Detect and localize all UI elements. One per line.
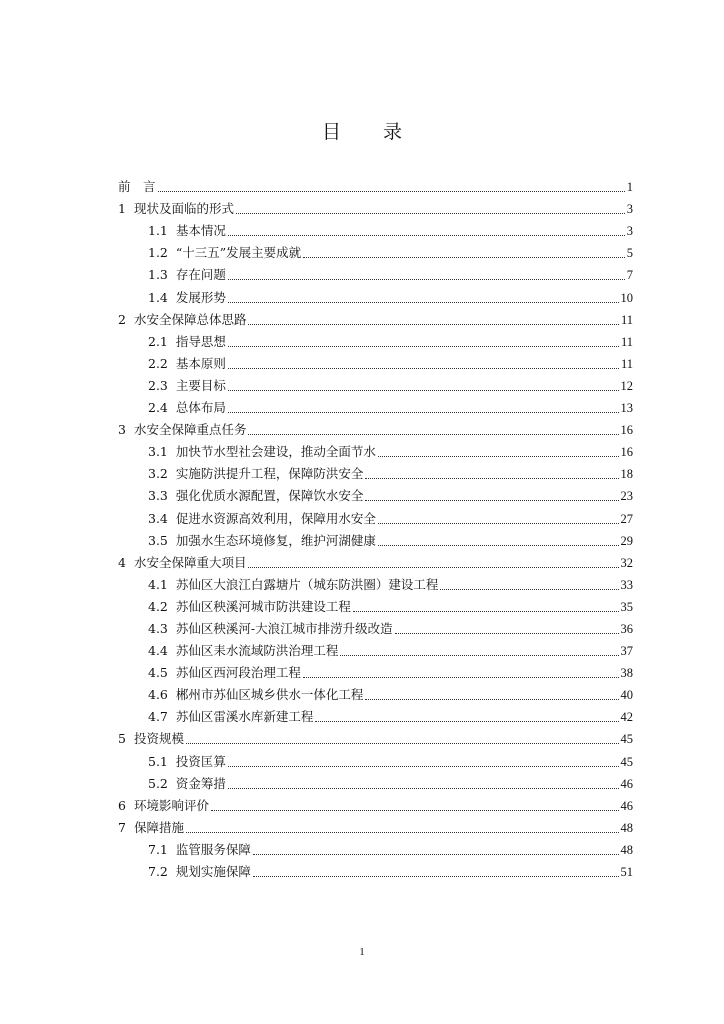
toc-entry-page: 46 xyxy=(620,776,633,791)
toc-entry-heading xyxy=(148,533,376,549)
toc-entry-page: 3 xyxy=(626,224,633,239)
toc-entry-heading xyxy=(118,312,246,328)
toc-entry-heading xyxy=(148,687,363,703)
toc-entry-heading xyxy=(118,201,234,217)
toc-entry-heading xyxy=(118,820,184,836)
toc-entry-page: 1 xyxy=(626,180,633,195)
toc-entry-number: 4 xyxy=(118,554,126,570)
dot-leader xyxy=(353,610,619,612)
toc-entry-text: 发展形势 xyxy=(175,289,226,305)
toc-entry-page: 7 xyxy=(626,268,633,283)
toc-entry[interactable] xyxy=(118,703,633,725)
toc-entry[interactable] xyxy=(118,747,633,769)
toc-entry-number: 4.5 xyxy=(148,665,168,681)
toc-entry-heading xyxy=(148,334,226,350)
dot-leader xyxy=(253,875,619,877)
toc-entry-heading xyxy=(118,731,184,747)
dot-leader xyxy=(378,544,619,546)
toc-entry-text: 投资规模 xyxy=(133,731,184,747)
toc-entry-page: 29 xyxy=(620,533,633,548)
dot-leader xyxy=(228,301,619,303)
toc-entry[interactable] xyxy=(118,504,633,526)
toc-entry-number: 7 xyxy=(118,819,126,835)
toc-entry-page: 36 xyxy=(620,621,633,636)
dot-leader xyxy=(186,742,619,744)
dot-leader xyxy=(228,367,619,369)
toc-entry-heading xyxy=(148,665,301,681)
toc-entry-heading xyxy=(118,179,156,195)
dot-leader xyxy=(158,190,625,192)
toc-entry-number: 7.2 xyxy=(148,864,168,879)
toc-entry-text: 资金筹措 xyxy=(175,775,226,791)
toc-entry[interactable] xyxy=(118,681,633,703)
toc-entry-heading xyxy=(148,444,376,460)
dot-leader xyxy=(248,433,618,435)
toc-entry-page: 45 xyxy=(620,732,633,747)
dot-leader xyxy=(228,345,619,347)
toc-entry-text: 水安全保障重大项目 xyxy=(133,554,247,570)
toc-entry-number: 4.3 xyxy=(148,620,168,636)
dot-leader xyxy=(365,477,618,479)
dot-leader xyxy=(228,411,619,413)
toc-entry-heading xyxy=(148,776,226,792)
toc-entry-heading xyxy=(148,754,226,770)
toc-entry[interactable] xyxy=(118,350,633,372)
dot-leader xyxy=(253,853,619,855)
toc-entry-heading xyxy=(148,488,363,504)
toc-entry[interactable] xyxy=(118,792,633,814)
toc-entry[interactable] xyxy=(118,615,633,637)
toc-entry-number: 4.4 xyxy=(148,643,168,659)
dot-leader xyxy=(365,698,618,700)
toc-entry-text: 苏仙区耒水流域防洪治理工程 xyxy=(175,643,339,659)
toc-entry-number: 3.2 xyxy=(148,466,168,482)
toc-entry-number: 5.2 xyxy=(148,775,168,791)
dot-leader xyxy=(228,389,619,391)
toc-entry-text: 投资匡算 xyxy=(175,753,226,769)
toc-entry-text: 苏仙区雷溪水库新建工程 xyxy=(175,709,314,725)
dot-leader xyxy=(340,654,618,656)
toc-entry-number: 3.4 xyxy=(148,510,168,526)
toc-entry-number: 4.7 xyxy=(148,709,168,725)
toc-entry[interactable] xyxy=(118,195,633,217)
toc-entry-number: 5 xyxy=(118,731,126,747)
toc-entry[interactable] xyxy=(118,858,633,880)
toc-entry-number: 1.4 xyxy=(148,289,168,305)
toc-entry-text: 规划实施保障 xyxy=(175,864,251,879)
dot-leader xyxy=(303,676,619,678)
toc-entry-number: 2.3 xyxy=(148,377,168,393)
toc-entry-heading xyxy=(148,709,313,725)
toc-entry-page: 45 xyxy=(620,754,633,769)
dot-leader xyxy=(228,765,619,767)
toc-entry-text: 水安全保障总体思路 xyxy=(133,311,247,327)
dot-leader xyxy=(211,809,619,811)
dot-leader xyxy=(365,499,618,501)
toc-entry[interactable] xyxy=(118,593,633,615)
toc-entry-number: 1 xyxy=(118,201,126,217)
toc-entry-text: 环境影响评价 xyxy=(133,797,209,813)
toc-entry-page: 46 xyxy=(620,798,633,813)
toc-entry-page: 12 xyxy=(620,378,633,393)
toc-entry-text: 郴州市苏仙区城乡供水一体化工程 xyxy=(175,687,364,703)
page-number: 1 xyxy=(359,946,365,958)
toc-entry-number: 4.2 xyxy=(148,598,168,614)
toc-entry-heading xyxy=(148,599,351,615)
dot-leader xyxy=(228,787,619,789)
dot-leader xyxy=(395,632,619,634)
toc-list xyxy=(118,173,633,880)
toc-entry[interactable] xyxy=(118,460,633,482)
toc-entry[interactable] xyxy=(118,217,633,239)
dot-leader xyxy=(315,720,618,722)
toc-entry[interactable] xyxy=(118,814,633,836)
dot-leader xyxy=(228,278,625,280)
toc-entry-page: 18 xyxy=(620,467,633,482)
toc-entry-heading xyxy=(148,643,338,659)
dot-leader xyxy=(236,212,625,214)
toc-entry-heading xyxy=(148,290,226,306)
toc-entry-number: 5.1 xyxy=(148,753,168,769)
toc-entry[interactable] xyxy=(118,637,633,659)
toc-entry-number: 7.1 xyxy=(148,841,168,857)
toc-entry-text: 苏仙区大浪江白露塘片（城东防洪圈）建设工程 xyxy=(175,576,439,592)
toc-entry-page: 51 xyxy=(620,865,633,879)
toc-title: 目 录 xyxy=(321,121,421,143)
toc-entry-text: 实施防洪提升工程，保障防洪安全 xyxy=(175,466,364,482)
toc-entry[interactable] xyxy=(118,416,633,438)
toc-entry[interactable] xyxy=(118,328,633,350)
toc-entry-text: 监管服务保障 xyxy=(175,841,251,857)
toc-entry-page: 37 xyxy=(620,644,633,659)
toc-entry-text: 存在问题 xyxy=(175,267,226,283)
toc-entry-page: 13 xyxy=(620,401,633,416)
toc-entry-page: 10 xyxy=(620,290,633,305)
toc-entry-number: 2.2 xyxy=(148,355,168,371)
toc-entry[interactable] xyxy=(118,173,633,195)
toc-entry-text: 前 言 xyxy=(118,179,156,195)
toc-entry-number: 4.6 xyxy=(148,687,168,703)
toc-entry-text: 总体布局 xyxy=(175,400,226,416)
dot-leader xyxy=(378,522,619,524)
toc-entry[interactable] xyxy=(118,836,633,858)
toc-entry-page: 16 xyxy=(620,445,633,460)
toc-entry-heading xyxy=(148,245,301,261)
toc-entry-heading xyxy=(148,621,393,637)
toc-entry-number: 4.1 xyxy=(148,576,168,592)
dot-leader xyxy=(440,588,618,590)
toc-entry-number: 1.1 xyxy=(148,223,168,239)
toc-entry-text: 指导思想 xyxy=(175,333,226,349)
toc-entry-page: 48 xyxy=(620,842,633,857)
toc-entry-page: 23 xyxy=(620,489,633,504)
toc-entry-text: 苏仙区秧溪河-大浪江城市排涝升级改造 xyxy=(175,620,393,636)
toc-entry-page: 38 xyxy=(620,666,633,681)
toc-entry-heading xyxy=(148,466,363,482)
toc-entry-number: 3.3 xyxy=(148,488,168,504)
toc-entry-page: 11 xyxy=(620,356,633,371)
toc-entry-text: 水安全保障重点任务 xyxy=(133,422,247,438)
toc-entry-number: 2 xyxy=(118,311,126,327)
toc-entry[interactable] xyxy=(118,527,633,549)
toc-entry-heading xyxy=(148,356,226,372)
toc-entry-page: 11 xyxy=(620,312,633,327)
toc-entry-number: 2.4 xyxy=(148,400,168,416)
toc-entry[interactable] xyxy=(118,306,633,328)
toc-entry-number: 2.1 xyxy=(148,333,168,349)
toc-entry-text: 主要目标 xyxy=(175,377,226,393)
toc-entry-text: 加强水生态环境修复，维护河湖健康 xyxy=(175,532,376,548)
toc-entry-page: 3 xyxy=(626,202,633,217)
toc-entry-text: 苏仙区西河段治理工程 xyxy=(175,665,301,681)
toc-entry[interactable] xyxy=(118,394,633,416)
toc-entry-heading xyxy=(148,511,376,527)
toc-entry-number: 3 xyxy=(118,422,126,438)
toc-entry[interactable] xyxy=(118,239,633,261)
toc-entry-page: 5 xyxy=(626,246,633,261)
dot-leader xyxy=(378,455,619,457)
toc-entry[interactable] xyxy=(118,725,633,747)
toc-entry-heading xyxy=(148,842,251,858)
toc-entry-page: 42 xyxy=(620,710,633,725)
toc-entry-heading xyxy=(148,577,438,593)
toc-entry[interactable] xyxy=(118,482,633,504)
toc-entry-number: 1.2 xyxy=(148,245,168,261)
toc-entry-heading xyxy=(148,378,226,394)
toc-entry-number: 3.1 xyxy=(148,444,168,460)
toc-entry-number: 3.5 xyxy=(148,532,168,548)
toc-entry-number: 6 xyxy=(118,797,126,813)
toc-entry-page: 35 xyxy=(620,599,633,614)
toc-entry-page: 11 xyxy=(620,334,633,349)
toc-entry[interactable] xyxy=(118,770,633,792)
toc-entry[interactable] xyxy=(118,571,633,593)
toc-entry-text: 加快节水型社会建设，推动全面节水 xyxy=(175,444,376,460)
toc-entry-number: 1.3 xyxy=(148,267,168,283)
dot-leader xyxy=(248,566,618,568)
dot-leader xyxy=(186,831,619,833)
toc-entry-heading xyxy=(148,267,226,283)
toc-entry-text: 强化优质水源配置，保障饮水安全 xyxy=(175,488,364,504)
toc-entry[interactable] xyxy=(118,438,633,460)
toc-entry-page: 48 xyxy=(620,820,633,835)
toc-entry-heading xyxy=(118,798,209,814)
toc-entry-heading xyxy=(118,555,246,571)
toc-entry[interactable] xyxy=(118,261,633,283)
toc-entry-text: “十三五”发展主要成就 xyxy=(175,245,302,261)
dot-leader xyxy=(303,256,625,258)
toc-entry-page: 27 xyxy=(620,511,633,526)
toc-entry-text: 基本情况 xyxy=(175,223,226,239)
toc-entry[interactable] xyxy=(118,372,633,394)
toc-entry-heading xyxy=(148,223,226,239)
toc-entry-page: 32 xyxy=(620,555,633,570)
toc-entry-heading xyxy=(148,864,251,880)
toc-entry-page: 33 xyxy=(620,577,633,592)
toc-entry-heading xyxy=(148,400,226,416)
toc-entry-text: 苏仙区秧溪河城市防洪建设工程 xyxy=(175,598,351,614)
toc-entry-text: 促进水资源高效利用，保障用水安全 xyxy=(175,510,376,526)
dot-leader xyxy=(248,323,618,325)
toc-entry[interactable] xyxy=(118,659,633,681)
toc-entry[interactable] xyxy=(118,549,633,571)
toc-entry-text: 保障措施 xyxy=(133,819,184,835)
toc-entry-page: 40 xyxy=(620,688,633,703)
toc-entry-heading xyxy=(118,422,246,438)
dot-leader xyxy=(228,234,625,236)
toc-entry-text: 基本原则 xyxy=(175,355,226,371)
toc-entry[interactable] xyxy=(118,283,633,305)
toc-entry-text: 现状及面临的形式 xyxy=(133,201,234,217)
toc-entry-page: 16 xyxy=(620,423,633,438)
